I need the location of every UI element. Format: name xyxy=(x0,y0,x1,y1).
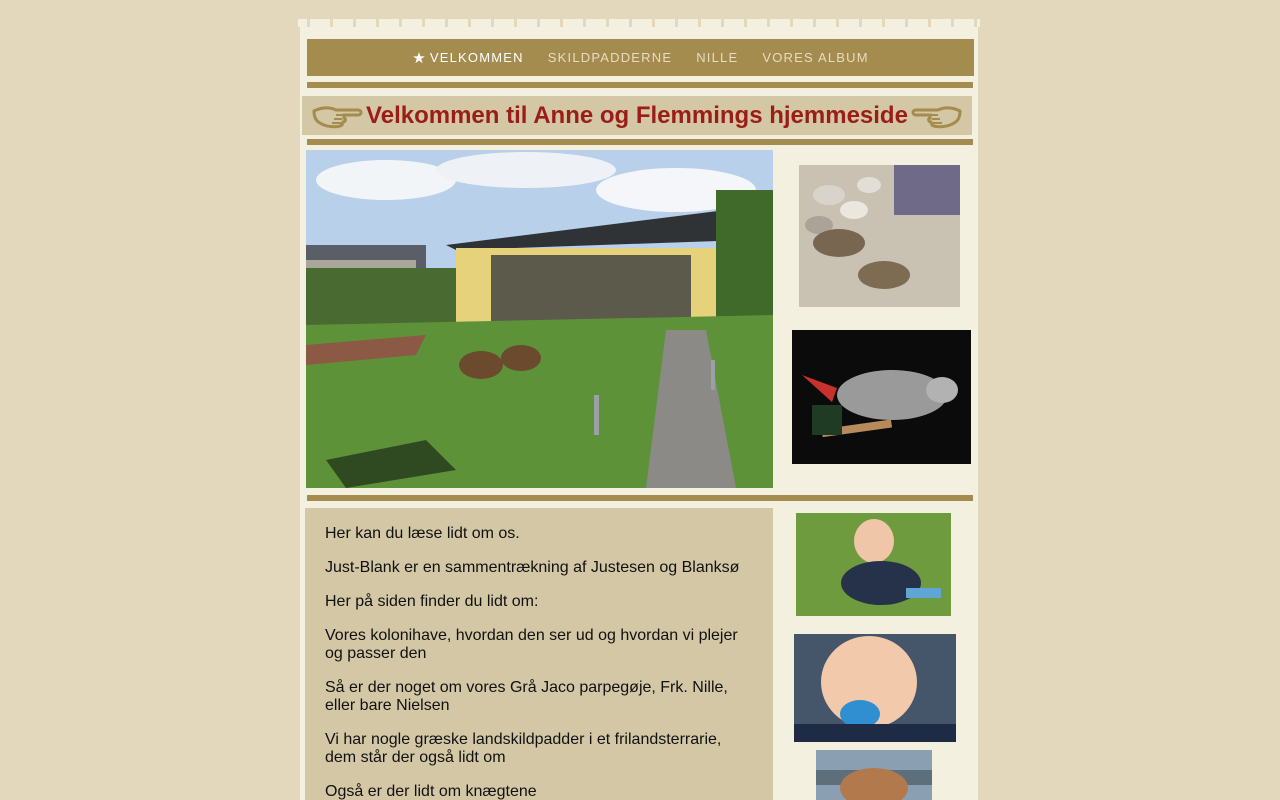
nav-item-label: NILLE xyxy=(696,50,739,65)
intro-paragraph: Her kan du læse lidt om os. xyxy=(325,525,520,542)
title-bar xyxy=(302,96,972,135)
nav-item-velkommen[interactable] xyxy=(400,49,536,67)
page-container xyxy=(300,22,978,800)
intro-paragraph: Vi har nogle græske landskildpadder i et frilandsterrarie, dem står der også lidt om xyxy=(325,731,722,766)
intro-paragraph: Her på siden finder du lidt om: xyxy=(325,593,539,610)
nav-item-label: SKILDPADDERNE xyxy=(547,50,673,65)
nav-item-nille[interactable] xyxy=(684,50,750,65)
tortoise-photo xyxy=(799,165,960,307)
divider-band xyxy=(307,139,973,145)
nav-item-label: VORES ALBUM xyxy=(762,50,869,65)
intro-paragraph: Også er der lidt om knægtene xyxy=(325,783,537,800)
parrot-photo xyxy=(792,330,971,464)
intro-paragraph: Så er der noget om vores Grå Jaco parpegøje, Frk. Nille, eller bare Nielsen xyxy=(325,679,728,714)
intro-paragraph: Just-Blank er en sammentrækning af Justesen og Blanksø xyxy=(325,559,740,576)
divider-band xyxy=(307,495,973,501)
garden-house-photo xyxy=(306,150,773,488)
baby-pacifier-photo xyxy=(794,634,956,742)
top-navigation xyxy=(307,39,974,76)
pointing-hand-right-icon xyxy=(312,103,364,129)
star-icon: ★ xyxy=(412,49,427,67)
intro-paragraph: Vores kolonihave, hvordan den ser ud og hvordan vi plejer og passer den xyxy=(325,627,738,662)
nav-item-vores-album[interactable] xyxy=(750,50,880,65)
divider-band xyxy=(307,82,973,88)
intro-text-box xyxy=(305,508,773,800)
nav-item-label: VELKOMMEN xyxy=(429,50,524,65)
page-title: Velkommen til Anne og Flemmings hjemmeside xyxy=(366,101,908,129)
nav-item-skildpadderne[interactable] xyxy=(536,50,684,65)
girl-photo xyxy=(816,750,932,800)
pointing-hand-left-icon xyxy=(910,103,962,129)
baby-crawling-photo xyxy=(796,513,951,616)
